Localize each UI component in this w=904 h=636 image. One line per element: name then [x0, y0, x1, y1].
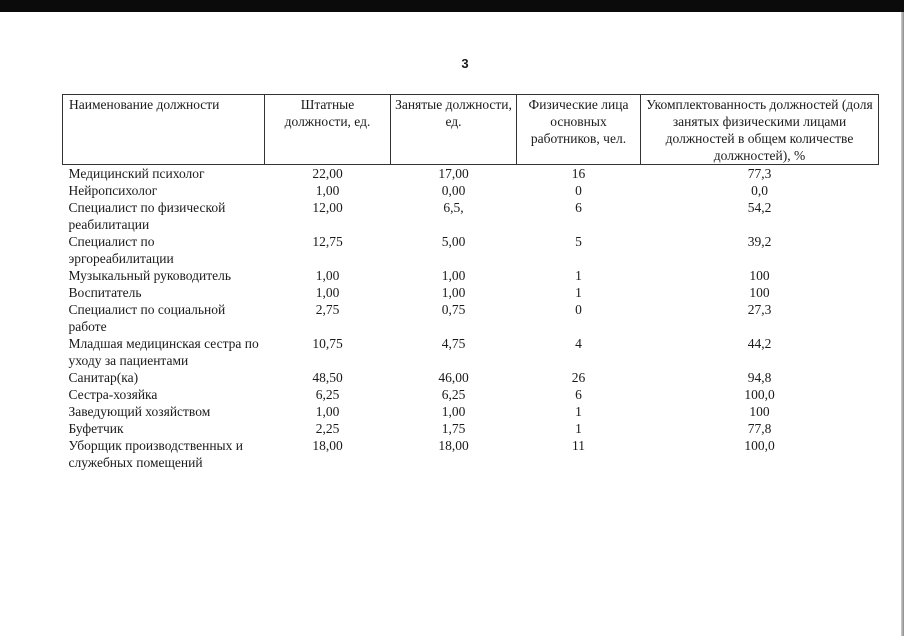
cell-persons: 1: [575, 268, 582, 283]
table-row: [63, 199, 879, 233]
cell-percent: 54,2: [747, 200, 772, 215]
cell-position: Сестра-хозяйка: [68, 387, 158, 402]
cell-position: Уборщик производственных и служебных помещений: [68, 438, 243, 470]
cell-position: Специалист по социальной работе: [68, 302, 226, 334]
cell-persons: 26: [571, 370, 586, 385]
cell-percent: 94,8: [747, 370, 772, 385]
table-row: [63, 369, 879, 386]
header-staff-positions: Штатные должности, ед.: [265, 95, 391, 165]
cell-staff: 22,00: [312, 166, 343, 181]
table-row: [63, 165, 879, 183]
cell-percent: 44,2: [747, 336, 772, 351]
cell-percent: 100: [749, 404, 770, 419]
cell-percent: 100,0: [744, 387, 775, 402]
header-position-name: Наименование должности: [63, 95, 265, 165]
cell-staff: 10,75: [312, 336, 343, 351]
cell-persons: 4: [575, 336, 582, 351]
cell-position: Музыкальный руководитель: [68, 268, 232, 283]
cell-persons: 11: [572, 438, 585, 453]
cell-staff: 1,00: [315, 285, 340, 300]
cell-staff: 2,25: [315, 421, 340, 436]
cell-persons: 5: [575, 234, 582, 249]
table-row: [63, 420, 879, 437]
cell-position: Специалист по эргореабилитации: [68, 234, 174, 266]
scan-top-border: [0, 0, 904, 12]
cell-position: Младшая медицинская сестра по уходу за пациентами: [68, 336, 259, 368]
cell-occupied: 17,00: [438, 166, 469, 181]
table-header-row: [63, 95, 879, 165]
cell-position: Нейропсихолог: [68, 183, 158, 198]
cell-occupied: 4,75: [441, 336, 466, 351]
table-row: [63, 335, 879, 369]
cell-occupied: 1,00: [441, 404, 466, 419]
table-row: [63, 233, 879, 267]
cell-staff: 1,00: [315, 404, 340, 419]
cell-staff: 1,00: [315, 183, 340, 198]
table-row: [63, 267, 879, 284]
cell-position: Воспитатель: [68, 285, 142, 300]
table-row: [63, 301, 879, 335]
cell-occupied: 0,75: [441, 302, 466, 317]
cell-staff: 12,00: [312, 200, 343, 215]
header-staffing-level: Укомплектованность должностей (доля занятых физическими лицами должностей в общем количестве должностей), %: [641, 95, 879, 165]
cell-percent: 27,3: [747, 302, 772, 317]
cell-percent: 77,8: [747, 421, 772, 436]
cell-staff: 2,75: [315, 302, 340, 317]
cell-occupied: 1,00: [441, 268, 466, 283]
cell-occupied: 5,00: [441, 234, 466, 249]
page-number: 3: [461, 56, 469, 71]
cell-occupied: 1,75: [441, 421, 466, 436]
cell-occupied: 6,25: [441, 387, 466, 402]
cell-persons: 16: [571, 166, 586, 181]
cell-staff: 12,75: [312, 234, 343, 249]
cell-persons: 0: [575, 183, 582, 198]
cell-occupied: 46,00: [438, 370, 469, 385]
cell-percent: 100: [749, 268, 770, 283]
table-row: [63, 284, 879, 301]
cell-position: Медицинский психолог: [68, 166, 205, 181]
cell-persons: 6: [575, 387, 582, 402]
cell-staff: 18,00: [312, 438, 343, 453]
cell-staff: 6,25: [315, 387, 340, 402]
cell-position: Санитар(ка): [68, 370, 139, 385]
table-row: [63, 437, 879, 471]
cell-percent: 100,0: [744, 438, 775, 453]
cell-persons: 0: [575, 302, 582, 317]
cell-percent: 39,2: [747, 234, 772, 249]
cell-occupied: 18,00: [438, 438, 469, 453]
header-physical-persons: Физические лица основных работников, чел.: [517, 95, 641, 165]
cell-position: Буфетчик: [68, 421, 124, 436]
cell-persons: 6: [575, 200, 582, 215]
cell-percent: 100: [749, 285, 770, 300]
table-row: [63, 403, 879, 420]
cell-position: Заведующий хозяйством: [68, 404, 211, 419]
cell-position: Специалист по физической реабилитации: [68, 200, 226, 232]
cell-persons: 1: [575, 421, 582, 436]
cell-persons: 1: [575, 404, 582, 419]
cell-occupied: 6,5,: [443, 200, 464, 215]
cell-occupied: 0,00: [441, 183, 466, 198]
staffing-table: [62, 94, 879, 471]
cell-occupied: 1,00: [441, 285, 466, 300]
cell-percent: 0,0: [751, 183, 768, 198]
header-occupied-positions: Занятые должности, ед.: [391, 95, 517, 165]
table-row: [63, 386, 879, 403]
table-row: [63, 182, 879, 199]
cell-staff: 1,00: [315, 268, 340, 283]
cell-persons: 1: [575, 285, 582, 300]
cell-percent: 77,3: [747, 166, 772, 181]
cell-staff: 48,50: [312, 370, 343, 385]
